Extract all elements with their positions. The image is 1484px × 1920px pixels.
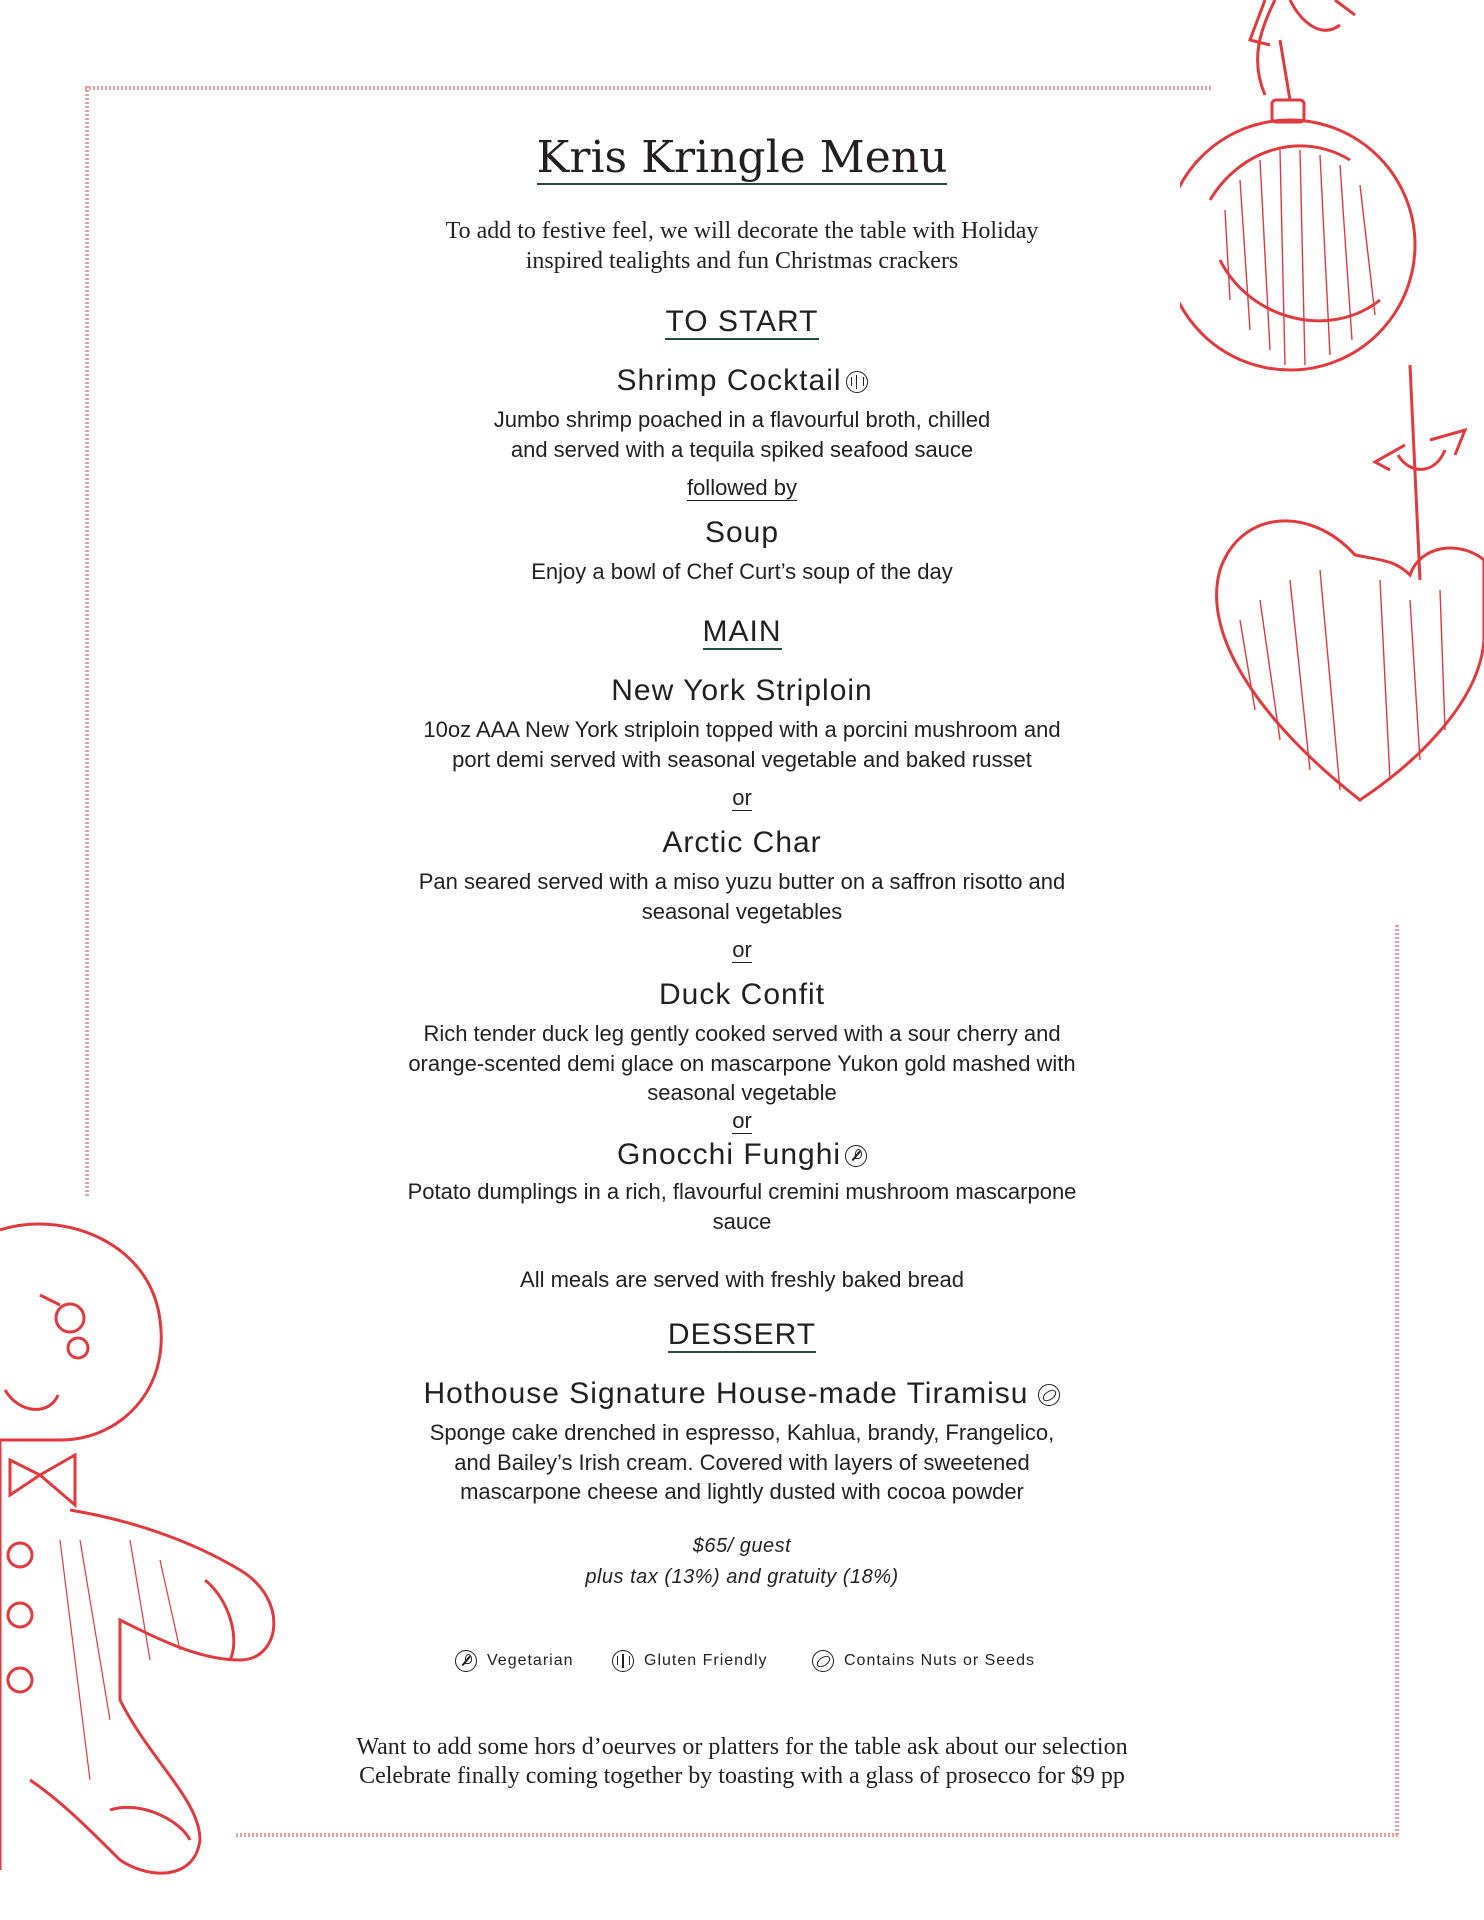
legend-item-vegetarian: Vegetarian <box>455 1650 574 1672</box>
section-heading-to-start: TO START <box>665 305 819 338</box>
separator-or: or <box>732 937 752 962</box>
desc-line: seasonal vegetables <box>641 898 843 924</box>
dish-name-soup: Soup <box>704 516 780 549</box>
vegetarian-icon <box>455 1650 477 1672</box>
desc-line: orange-scented demi glace on mascarpone Yukon gold mashed with <box>408 1050 1076 1076</box>
footer-line-1: Want to add some hors d’oeurves or platters for the table ask about our selection <box>356 1734 1128 1760</box>
price-per-guest: $65/ guest <box>692 1535 792 1557</box>
frame-top <box>85 86 1213 90</box>
legend-item-gluten: Gluten Friendly <box>612 1650 768 1672</box>
dish-name-tiramisu: Hothouse Signature House-made Tiramisu <box>300 1377 1184 1411</box>
frame-bottom <box>236 1833 1400 1837</box>
dish-name-shrimp-cocktail: Shrimp Cocktail <box>300 364 1184 398</box>
desc-line: sauce <box>712 1208 772 1234</box>
dish-name-striploin: New York Striploin <box>611 674 873 707</box>
dish-desc-shrimp-cocktail <box>300 405 1184 464</box>
vegetarian-icon <box>845 1145 867 1167</box>
desc-line: Pan seared served with a miso yuzu butter on a saffron risotto and <box>418 869 1066 894</box>
dish-desc-soup <box>300 557 1184 587</box>
christmas-ornaments-illustration <box>1180 0 1484 810</box>
desc-line: and served with a tequila spiked seafood sauce <box>510 436 974 462</box>
bread-note: All meals are served with freshly baked bread <box>520 1267 964 1292</box>
contains-nuts-icon <box>1038 1384 1060 1406</box>
dish-name-arctic-char: Arctic Char <box>662 826 822 859</box>
section-heading-main: MAIN <box>702 615 782 648</box>
dish-desc-arctic-char <box>300 867 1184 926</box>
dish-desc-duck-confit <box>300 1019 1184 1108</box>
footer-text <box>220 1733 1264 1791</box>
intro-line-1: To add to festive feel, we will decorate the table with Holiday <box>445 218 1039 244</box>
section-heading-dessert: DESSERT <box>667 1318 817 1351</box>
menu-title: Kris Kringle Menu <box>536 132 948 183</box>
desc-line: 10oz AAA New York striploin topped with a porcini mushroom and <box>423 717 1061 742</box>
desc-line: seasonal vegetable <box>647 1080 837 1105</box>
price-tax-note: plus tax (13%) and gratuity (18%) <box>585 1566 899 1588</box>
intro-text <box>300 216 1184 276</box>
separator-followed-by: followed by <box>686 475 798 500</box>
dish-desc-tiramisu <box>300 1418 1184 1507</box>
price-block <box>300 1531 1184 1593</box>
legend-item-nuts: Contains Nuts or Seeds <box>812 1650 1035 1672</box>
gluten-friendly-icon <box>612 1650 634 1672</box>
dish-name-gnocchi: Gnocchi Funghi <box>300 1138 1184 1172</box>
separator-or: or <box>732 785 752 810</box>
separator-or: or <box>732 1108 752 1133</box>
desc-line: and Bailey’s Irish cream. Covered with layers of sweetened <box>454 1449 1030 1475</box>
intro-line-2: inspired tealights and fun Christmas crackers <box>525 248 959 274</box>
frame-right <box>1395 925 1399 1835</box>
desc-line: mascarpone cheese and lightly dusted with cocoa powder <box>460 1479 1024 1504</box>
footer-line-2: Celebrate finally coming together by toasting with a glass of prosecco for $9 pp <box>359 1763 1125 1789</box>
contains-nuts-icon <box>812 1650 834 1672</box>
dish-name-duck-confit: Duck Confit <box>658 978 826 1011</box>
desc-line: port demi served with seasonal vegetable and baked russet <box>452 746 1032 772</box>
desc-line: Sponge cake drenched in espresso, Kahlua, brandy, Frangelico, <box>429 1420 1055 1445</box>
desc-line: Enjoy a bowl of Chef Curt’s soup of the day <box>531 559 953 584</box>
dish-desc-gnocchi <box>300 1177 1184 1236</box>
dish-desc-striploin <box>300 715 1184 774</box>
desc-line: Rich tender duck leg gently cooked served with a sour cherry and <box>423 1021 1061 1046</box>
gluten-friendly-icon <box>846 371 868 393</box>
frame-left <box>85 86 89 1196</box>
desc-line: Potato dumplings in a rich, flavourful cremini mushroom mascarpone <box>407 1179 1077 1204</box>
desc-line: Jumbo shrimp poached in a flavourful broth, chilled <box>493 407 991 432</box>
